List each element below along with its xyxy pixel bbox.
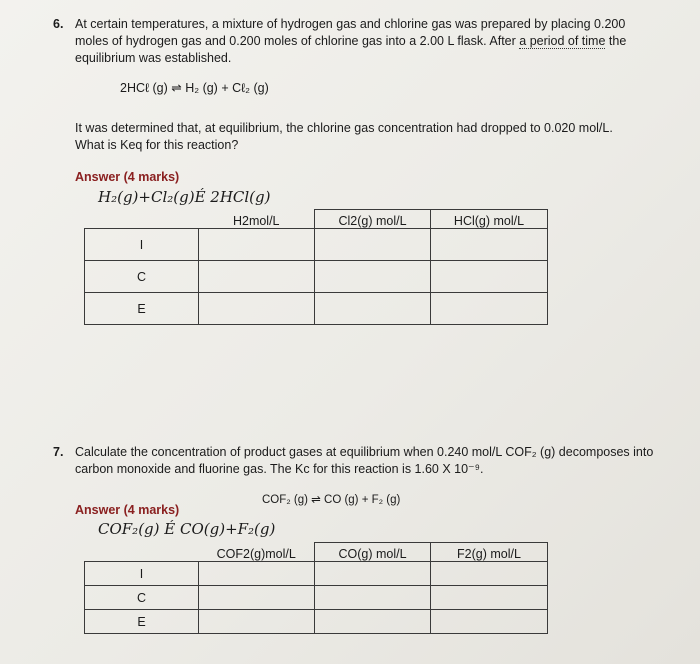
header-cof2: COF2(g)mol/L xyxy=(199,543,315,562)
cell-input[interactable] xyxy=(199,586,315,610)
cell-input[interactable] xyxy=(315,293,431,325)
cell-input[interactable] xyxy=(199,610,315,634)
header-h2: H2mol/L xyxy=(199,210,315,229)
question-7-line-1: Calculate the concentration of product gases at equilibrium when 0.240 mol/L COF₂ (g) decomposes into xyxy=(75,445,654,459)
row-label-equilibrium: E xyxy=(85,293,199,325)
row-label-initial: I xyxy=(85,562,199,586)
cell-input[interactable] xyxy=(315,610,431,634)
cell-input[interactable] xyxy=(199,261,315,293)
row-label-change: C xyxy=(85,261,199,293)
cell-input[interactable] xyxy=(431,229,548,261)
row-label-initial: I xyxy=(85,229,199,261)
question-6-reaction: H₂(g)+Cl₂(g)É 2HCl(g) xyxy=(98,188,271,206)
question-7-number: 7. xyxy=(53,445,64,459)
header-hcl: HCl(g) mol/L xyxy=(431,210,548,229)
header-cl2: Cl2(g) mol/L xyxy=(315,210,431,229)
underlined-phrase: a period of time xyxy=(519,34,606,48)
cell-input[interactable] xyxy=(431,293,548,325)
question-7 xyxy=(53,444,673,478)
cell-input[interactable] xyxy=(199,562,315,586)
cell-input[interactable] xyxy=(315,586,431,610)
question-6-number: 6. xyxy=(53,17,64,31)
question-6-ice-table xyxy=(84,209,548,325)
cell-input[interactable] xyxy=(431,261,548,293)
question-6-equation: 2HCℓ (g) ⇌ H₂ (g) + Cℓ₂ (g) xyxy=(120,81,269,95)
question-6-determined xyxy=(75,120,675,154)
cell-input[interactable] xyxy=(199,229,315,261)
cell-input[interactable] xyxy=(315,261,431,293)
row-label-change: C xyxy=(85,586,199,610)
question-7-answer-label: Answer (4 marks) xyxy=(75,503,180,517)
cell-input[interactable] xyxy=(431,586,548,610)
cell-input[interactable] xyxy=(315,562,431,586)
cell-input[interactable] xyxy=(315,229,431,261)
question-7-reaction: COF₂(g) É CO(g)+F₂(g) xyxy=(98,520,276,538)
question-6-answer-label: Answer (4 marks) xyxy=(75,170,180,184)
question-7-equation: COF₂ (g) ⇌ CO (g) + F₂ (g) xyxy=(262,494,401,506)
row-label-equilibrium: E xyxy=(85,610,199,634)
question-6-line-3: equilibrium was established. xyxy=(75,51,232,65)
cell-input[interactable] xyxy=(199,293,315,325)
question-6 xyxy=(53,16,653,67)
determined-line-1: It was determined that, at equilibrium, the chlorine gas concentration had dropped to 0.020 mol/L. xyxy=(75,121,613,135)
question-6-line-1: At certain temperatures, a mixture of hydrogen gas and chlorine gas was prepared by placing 0.200 xyxy=(75,17,626,31)
cell-input[interactable] xyxy=(431,562,548,586)
question-7-ice-table xyxy=(84,542,548,634)
header-co: CO(g) mol/L xyxy=(315,543,431,562)
header-f2: F2(g) mol/L xyxy=(431,543,548,562)
question-7-line-2: carbon monoxide and fluorine gas. The Kc for this reaction is 1.60 X 10⁻⁹. xyxy=(75,462,484,476)
cell-input[interactable] xyxy=(431,610,548,634)
question-6-line-2: moles of hydrogen gas and 0.200 moles of chlorine gas into a 2.00 L flask. After a period of time the xyxy=(75,34,627,48)
determined-line-2: What is Keq for this reaction? xyxy=(75,138,239,152)
